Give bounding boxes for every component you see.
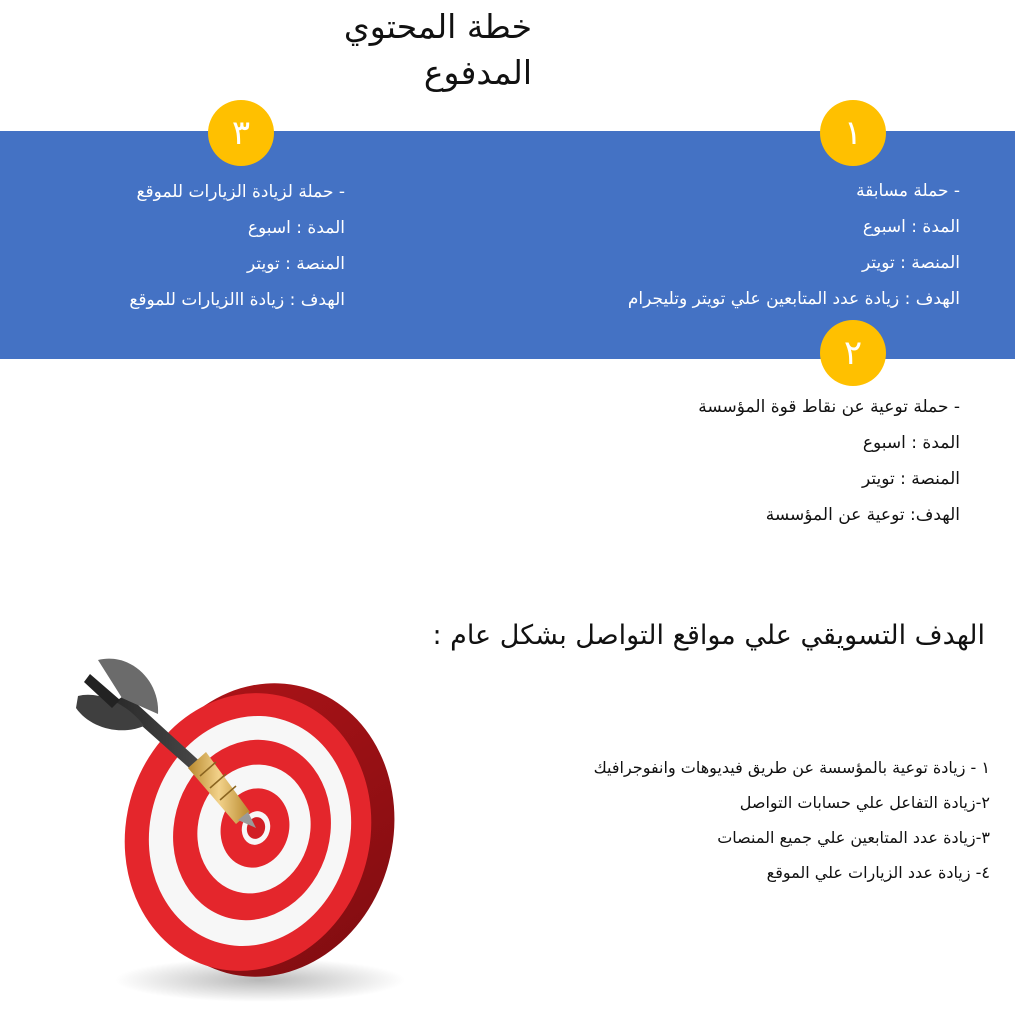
campaign-2-duration: المدة : اسبوع — [862, 433, 960, 453]
campaign-1-details — [560, 173, 960, 317]
campaign-3-number-badge: ٣ — [208, 100, 274, 166]
campaign-2-goal: الهدف: توعية عن المؤسسة — [765, 505, 960, 525]
campaign-3-duration: المدة : اسبوع — [247, 218, 345, 238]
page-title-line-1: خطة المحتوي — [343, 7, 532, 46]
marketing-goal-list — [560, 750, 990, 890]
page-title-line-2: المدفوع — [423, 53, 532, 92]
marketing-goal-item-1: ١ - زيادة توعية بالمؤسسة عن طريق فيديوهات وانفوجرافيك — [593, 758, 990, 777]
campaign-1-name: - حملة مسابقة — [856, 181, 960, 201]
campaign-3-goal: الهدف : زيادة االزيارات للموقع — [129, 290, 345, 310]
campaign-3-name: - حملة لزيادة الزيارات للموقع — [136, 182, 345, 202]
marketing-goal-heading: الهدف التسويقي علي مواقع التواصل بشكل عام : — [432, 620, 985, 651]
dartboard-target-icon — [60, 650, 420, 1010]
marketing-goal-item-4: ٤- زيادة عدد الزيارات علي الموقع — [766, 863, 990, 882]
campaign-1-duration: المدة : اسبوع — [862, 217, 960, 237]
campaign-2-details — [620, 389, 960, 533]
campaign-2-platform: المنصة : تويتر — [861, 469, 960, 489]
campaign-2-name: - حملة توعية عن نقاط قوة المؤسسة — [698, 397, 960, 417]
campaign-1-platform: المنصة : تويتر — [861, 253, 960, 273]
campaign-2-number-badge: ٢ — [820, 320, 886, 386]
campaign-3-platform: المنصة : تويتر — [246, 254, 345, 274]
page-title — [332, 4, 532, 96]
campaign-3-details — [80, 174, 345, 318]
marketing-goal-item-3: ٣-زيادة عدد المتابعين علي جميع المنصات — [717, 828, 990, 847]
campaign-1-number-badge: ١ — [820, 100, 886, 166]
campaign-1-goal: الهدف : زيادة عدد المتابعين علي تويتر وتليجرام — [627, 289, 960, 309]
marketing-goal-item-2: ٢-زيادة التفاعل علي حسابات التواصل — [739, 793, 990, 812]
